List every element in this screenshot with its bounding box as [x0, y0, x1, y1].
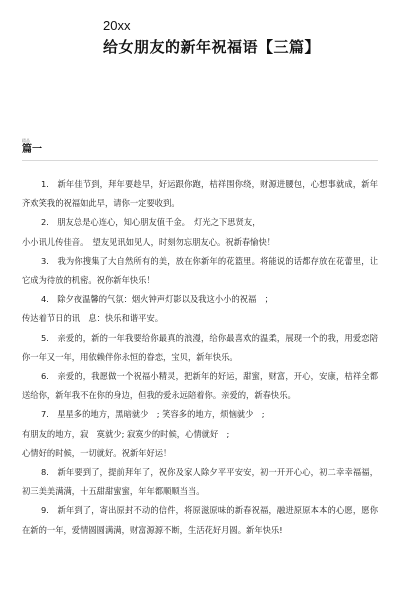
paragraph-4-continuation: 传达着节日的讯 息：快乐和谐平安。	[22, 313, 164, 324]
paragraph-2-continuation: 小小讯儿传佳音。 望友见讯如见人，时刻勿忘朋友心。祝新春愉快！	[22, 236, 276, 247]
paragraph-1: 1. 新年佳节到，拜年要趁早，好运跟你跑，桔祥围你绕，财源进腰包，心想事就成，新年齐欢笑我的祝福如此早，请你一定要收到。	[22, 179, 378, 209]
paragraph-5: 5. 亲爱的，新的一年我要给你最真的浪漫，给你最喜欢的温柔，展现一个的我，用爱恋陪你一年又一年，用依赖伴你永恒的眷恋，宝贝，新年快乐。	[22, 332, 378, 362]
paragraph-3: 3. 我为你搜集了大自然所有的美，放在你新年的花篮里。将能说的话都存放在花蕾里，让它成为待放的机密。祝你新年快乐！	[22, 255, 378, 286]
paragraph-7-continuation-1: 有朋友的地方，寂 寞就少; 寂寞少的时候，心情就好 ;	[22, 428, 230, 439]
divider-line	[22, 160, 378, 161]
paragraph-8: 8. 新年要到了，提前拜年了，祝你及家人除夕平平安安，初一开开心心，初二幸幸福福，初三美美满满，十五甜甜蜜蜜，年年都顺顺当当。	[22, 467, 378, 497]
paragraph-7: 7. 星星多的地方，黑暗就少 ; 笑容多的地方，烦恼就少 ;	[41, 409, 265, 420]
paragraph-6: 6. 亲爱的，我愿做一个祝福小精灵，把新年的好运，甜蜜，财富，开心，安康，桔祥全都送给你，新年我不在你的身边，但我的爱永远陪着你。亲爱的，新春快乐。	[22, 371, 378, 401]
section-heading: 篇一	[22, 144, 42, 155]
document-year: 20xx	[103, 18, 131, 33]
paragraph-4: 4. 除夕夜温馨的气氛：烟火钟声灯影以及我这小小的祝福 ；	[41, 294, 273, 305]
paragraph-2: 2. 朋友总是心连心，知心朋友值千金。 灯光之下思贤友，	[41, 217, 261, 228]
document-title: 给女朋友的新年祝福语【三篇】	[103, 38, 321, 56]
document-body	[22, 175, 378, 540]
paragraph-9: 9. 新年到了，寄出原封不动的信件，将原滋原味的新春祝福，融进原原本本的心愿，愿你在新的一年，爱情圆圆满满，财富源源不断，生活花好月圆。新年快乐!	[22, 505, 378, 535]
tiny-label: 精品	[22, 138, 30, 143]
paragraph-7-continuation-2: 心情好的时候，一切就好。祝新年好运！	[22, 447, 172, 458]
